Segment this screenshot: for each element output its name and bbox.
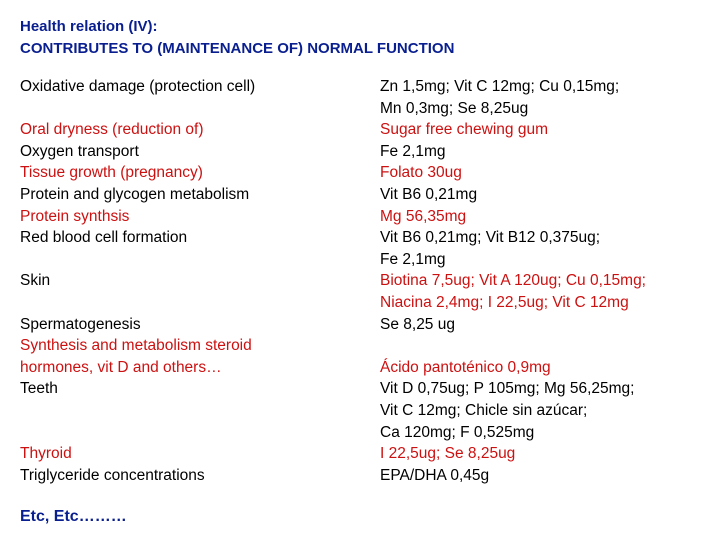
item-tissue-growth: Tissue growth (pregnancy) bbox=[20, 164, 203, 182]
value-line-1: Zn 1,5mg; Vit C 12mg; Cu 0,15mg; bbox=[380, 78, 620, 95]
etc-note: Etc, Etc……… bbox=[20, 508, 127, 525]
item-protein-synthesis: Protein synthsis bbox=[20, 207, 130, 225]
value-line-15: Vit C 12mg; Chicle sin azúcar; bbox=[380, 401, 588, 419]
value-line-7: Mg 56,35mg bbox=[380, 207, 467, 225]
value-line-2: Mn 0,3mg; Se 8,25ug bbox=[380, 99, 529, 117]
value-line-11: Niacina 2,4mg; I 22,5ug; Vit C 12mg bbox=[380, 293, 629, 311]
item-protein-glycogen: Protein and glycogen metabolism bbox=[20, 185, 250, 203]
title-line-2: CONTRIBUTES TO (MAINTENANCE OF) NORMAL FUNCTION bbox=[20, 40, 455, 57]
spacer bbox=[20, 422, 360, 444]
item-skin: Skin bbox=[20, 272, 51, 290]
value-line-10: Biotina 7,5ug; Vit A 120ug; Cu 0,15mg; bbox=[380, 272, 646, 290]
spacer bbox=[20, 292, 360, 314]
item-oxygen-transport: Oxygen transport bbox=[20, 142, 139, 160]
item-synthesis-line-2: hormones, vit D and others… bbox=[20, 358, 222, 376]
value-line-14: Vit D 0,75ug; P 105mg; Mg 56,25mg; bbox=[380, 380, 635, 398]
value-line-17: I 22,5ug; Se 8,25ug bbox=[380, 445, 516, 463]
item-triglyceride: Triglyceride concentrations bbox=[20, 466, 205, 484]
value-line-6: Vit B6 0,21mg bbox=[380, 185, 478, 203]
item-red-blood-cell: Red blood cell formation bbox=[20, 229, 188, 247]
item-oral-dryness: Oral dryness (reduction of) bbox=[20, 121, 204, 139]
value-line-8: Vit B6 0,21mg; Vit B12 0,375ug; bbox=[380, 229, 601, 247]
value-line-4: Fe 2,1mg bbox=[380, 142, 446, 160]
value-line-13: Ácido pantoténico 0,9mg bbox=[380, 358, 551, 376]
value-line-18: EPA/DHA 0,45g bbox=[380, 466, 490, 484]
spacer bbox=[380, 335, 710, 357]
item-teeth: Teeth bbox=[20, 380, 58, 398]
title-line-1: Health relation (IV): bbox=[20, 18, 158, 35]
value-line-3: Sugar free chewing gum bbox=[380, 121, 549, 139]
left-column bbox=[20, 76, 360, 486]
item-synthesis-line-1: Synthesis and metabolism steroid bbox=[20, 337, 252, 355]
spacer bbox=[20, 400, 360, 422]
item-oxidative-damage: Oxidative damage (protection cell) bbox=[20, 78, 256, 95]
value-line-9: Fe 2,1mg bbox=[380, 250, 446, 268]
value-line-12: Se 8,25 ug bbox=[380, 315, 455, 333]
value-line-16: Ca 120mg; F 0,525mg bbox=[380, 423, 535, 441]
right-column bbox=[380, 76, 710, 486]
spacer bbox=[20, 98, 360, 120]
value-line-5: Folato 30ug bbox=[380, 164, 462, 182]
spacer bbox=[20, 249, 360, 271]
item-thyroid: Thyroid bbox=[20, 445, 72, 463]
item-spermatogenesis: Spermatogenesis bbox=[20, 315, 141, 333]
